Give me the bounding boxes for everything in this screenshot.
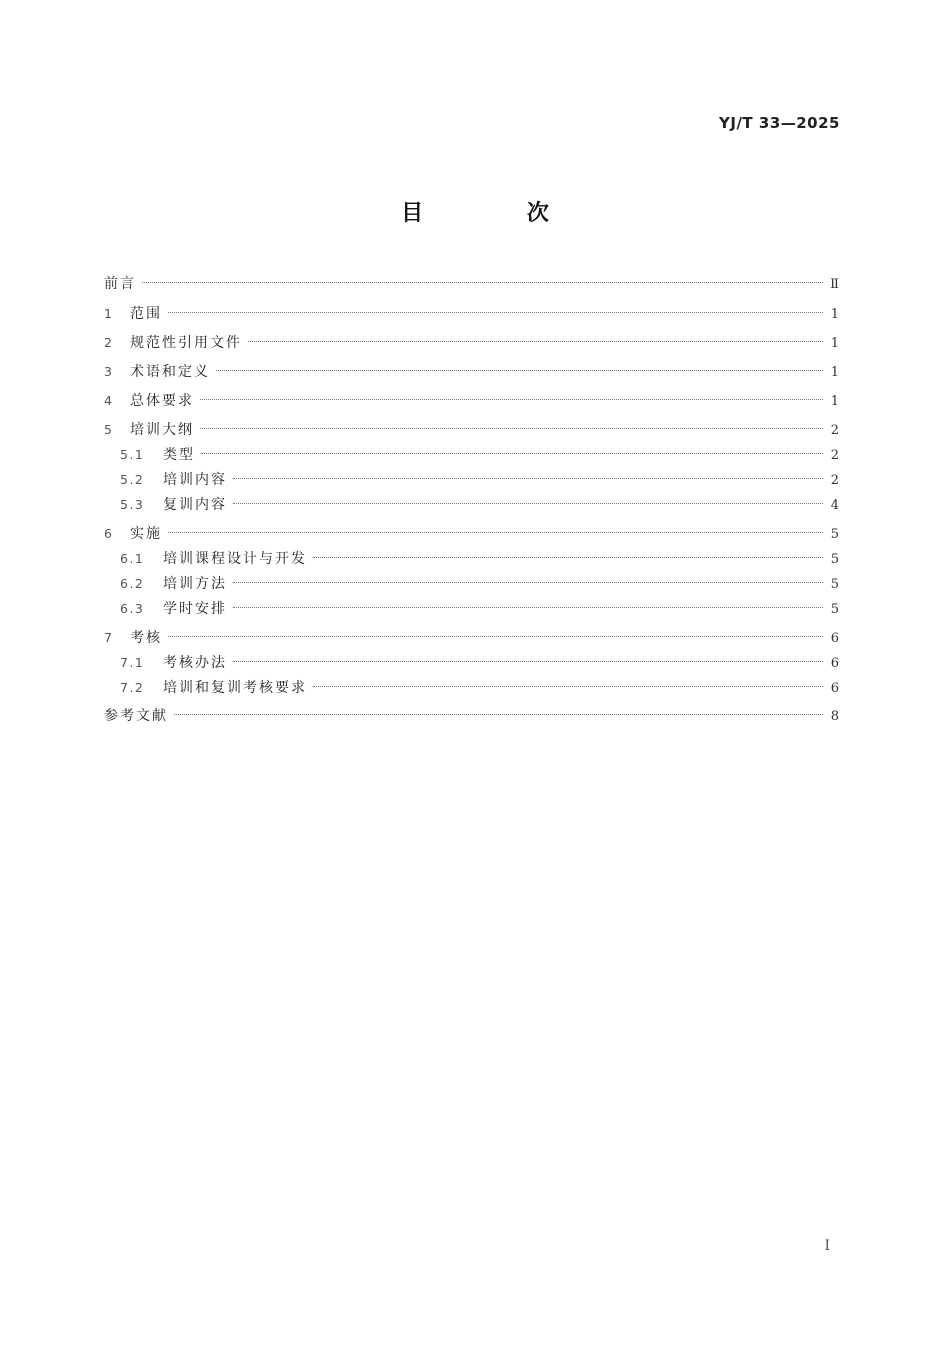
table-of-contents [104,272,839,729]
toc-entry-text: 术语和定义 [130,364,210,380]
toc-entry-number: 6.1 [120,551,145,566]
toc-entry-6-3[interactable] [104,596,839,621]
toc-entry-text: 复训内容 [163,497,227,513]
toc-entry-6-1[interactable] [104,546,839,571]
toc-entry-page: 2 [830,473,839,488]
toc-entry-number: 5.2 [120,472,145,487]
toc-entry-number: 7.2 [120,680,145,695]
toc-leader [201,453,823,454]
toc-leader [168,636,823,637]
toc-entry-text: 总体要求 [130,393,194,409]
toc-entry-page: 8 [830,709,839,724]
toc-entry-text: 类型 [163,447,195,463]
toc-leader [142,282,823,283]
page-title: 目 次 [401,201,597,226]
toc-entry-page: 5 [830,577,839,592]
toc-entry-text: 前言 [104,276,136,292]
toc-entry-page: Ⅱ [830,277,839,292]
toc-entry-number: 6.3 [120,601,145,616]
toc-entry-text: 规范性引用文件 [130,335,242,351]
toc-leader [200,399,823,400]
toc-leader [168,312,823,313]
toc-entry-page: 6 [830,631,839,646]
toc-entry-page: 6 [830,681,839,696]
toc-leader [200,428,823,429]
toc-entry-text: 实施 [130,526,162,542]
toc-entry-number: 2 [104,335,112,350]
toc-entry-number: 7 [104,630,112,645]
toc-entry-3[interactable] [104,359,839,384]
toc-entry-text: 培训和复训考核要求 [163,680,307,696]
toc-entry-number: 5.1 [120,447,145,462]
page-number: Ⅰ [824,1238,830,1254]
toc-leader [313,686,823,687]
toc-entry-text: 培训方法 [163,576,227,592]
toc-entry-page: 5 [830,527,839,542]
toc-entry-5[interactable] [104,417,839,442]
toc-entry-7-2[interactable] [104,675,839,700]
toc-entry-number: 5 [104,422,112,437]
toc-leader [168,532,823,533]
toc-entry-page: 4 [830,498,839,513]
toc-entry-text: 范围 [130,306,162,322]
toc-entry-2[interactable] [104,330,839,355]
toc-leader [174,714,823,715]
toc-entry-5-3[interactable] [104,492,839,517]
toc-entry-page: 6 [830,656,839,671]
toc-entry-text: 考核办法 [163,655,227,671]
toc-entry-number: 3 [104,364,112,379]
toc-entry-number: 6 [104,526,112,541]
toc-entry-page: 1 [830,336,839,351]
toc-leader [233,478,823,479]
toc-entry-foreword[interactable] [104,272,839,297]
toc-entry-text: 参考文献 [104,708,168,724]
standard-number: YJ/T 33—2025 [719,114,840,132]
toc-entry-5-1[interactable] [104,442,839,467]
toc-entry-1[interactable] [104,301,839,326]
toc-entry-text: 培训大纲 [130,422,194,438]
toc-entry-page: 5 [830,552,839,567]
toc-entry-text: 考核 [130,630,162,646]
toc-entry-page: 2 [830,423,839,438]
toc-entry-page: 1 [830,394,839,409]
toc-entry-number: 7.1 [120,655,145,670]
toc-entry-number: 6.2 [120,576,145,591]
toc-entry-page: 1 [830,365,839,380]
toc-leader [233,582,823,583]
toc-entry-page: 1 [830,307,839,322]
toc-entry-bibliography[interactable] [104,704,839,729]
toc-leader [313,557,823,558]
toc-entry-7-1[interactable] [104,650,839,675]
toc-entry-page: 2 [830,448,839,463]
toc-leader [233,503,823,504]
toc-entry-number: 1 [104,306,112,321]
toc-entry-number: 5.3 [120,497,145,512]
toc-leader [216,370,823,371]
toc-entry-number: 4 [104,393,112,408]
toc-leader [233,661,823,662]
toc-entry-page: 5 [830,602,839,617]
toc-entry-text: 学时安排 [163,601,227,617]
toc-entry-6-2[interactable] [104,571,839,596]
toc-entry-5-2[interactable] [104,467,839,492]
toc-entry-4[interactable] [104,388,839,413]
toc-entry-text: 培训内容 [163,472,227,488]
toc-entry-6[interactable] [104,521,839,546]
toc-entry-7[interactable] [104,625,839,650]
toc-entry-text: 培训课程设计与开发 [163,551,307,567]
toc-leader [248,341,823,342]
toc-leader [233,607,823,608]
